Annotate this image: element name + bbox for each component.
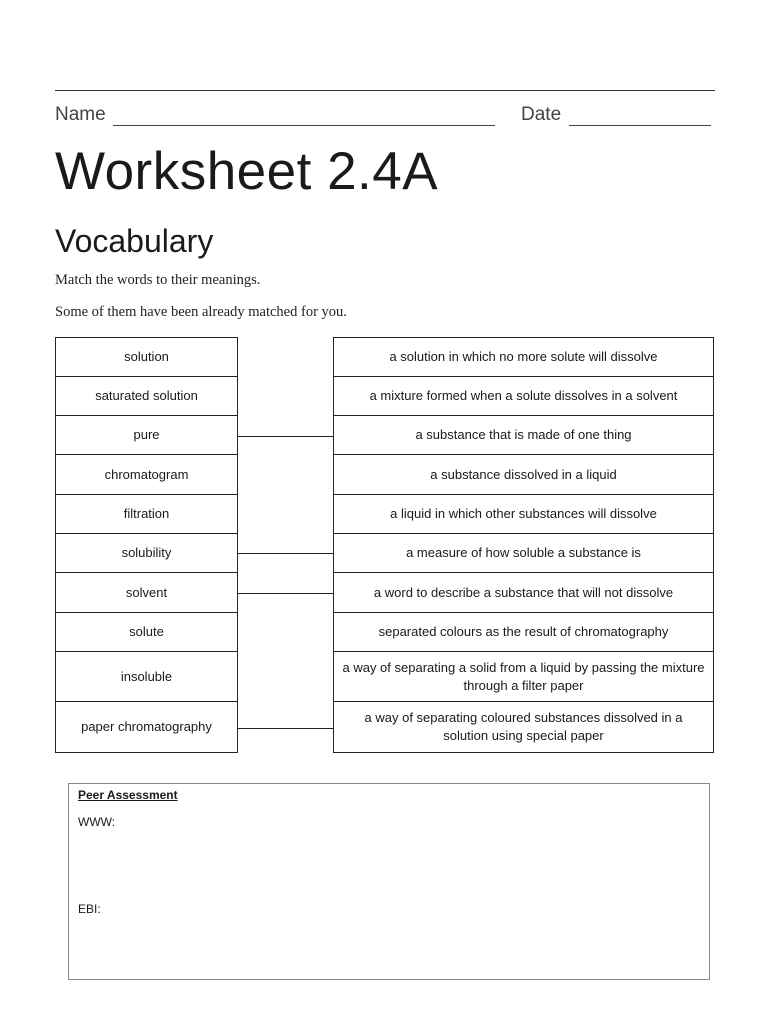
word-cell[interactable]: chromatogram: [56, 455, 238, 495]
name-field[interactable]: [113, 125, 495, 126]
top-rule: [55, 90, 715, 91]
date-label: Date: [521, 104, 562, 125]
match-line-paper-chromatography: [238, 728, 333, 729]
date-field[interactable]: [569, 125, 711, 126]
word-cell[interactable]: solvent: [56, 573, 238, 613]
peer-assessment-box: [68, 783, 710, 980]
match-line-solubility: [238, 553, 333, 554]
word-cell[interactable]: solution: [56, 338, 238, 377]
meaning-cell[interactable]: a solution in which no more solute will dissolve: [334, 338, 714, 377]
word-cell[interactable]: insoluble: [56, 652, 238, 702]
word-cell[interactable]: solute: [56, 613, 238, 652]
meanings-column: [333, 337, 714, 753]
meaning-cell[interactable]: a word to describe a substance that will not dissolve: [334, 573, 714, 613]
ebi-label: EBI:: [78, 902, 101, 916]
name-date-row: [55, 104, 715, 130]
word-cell[interactable]: solubility: [56, 534, 238, 573]
www-label: WWW:: [78, 815, 116, 829]
name-label: Name: [55, 104, 106, 125]
word-cell[interactable]: saturated solution: [56, 377, 238, 416]
meaning-cell[interactable]: a way of separating a solid from a liquid by passing the mixture through a filter paper: [334, 652, 714, 702]
peer-assessment-title: Peer Assessment: [78, 788, 178, 802]
instruction-2: Some of them have been already matched for you.: [55, 304, 347, 320]
word-cell[interactable]: filtration: [56, 495, 238, 534]
meaning-cell[interactable]: a substance that is made of one thing: [334, 416, 714, 455]
meaning-cell[interactable]: a substance dissolved in a liquid: [334, 455, 714, 495]
section-title: Vocabulary: [55, 223, 214, 259]
meaning-cell[interactable]: a measure of how soluble a substance is: [334, 534, 714, 573]
word-cell[interactable]: paper chromatography: [56, 702, 238, 753]
match-line-solvent: [238, 593, 333, 594]
meaning-cell[interactable]: a mixture formed when a solute dissolves in a solvent: [334, 377, 714, 416]
worksheet-title: Worksheet 2.4A: [55, 142, 439, 201]
meaning-cell[interactable]: a way of separating coloured substances dissolved in a solution using special paper: [334, 702, 714, 753]
meaning-cell[interactable]: separated colours as the result of chromatography: [334, 613, 714, 652]
words-column: [55, 337, 238, 753]
meaning-cell[interactable]: a liquid in which other substances will dissolve: [334, 495, 714, 534]
match-line-pure: [238, 436, 333, 437]
instruction-1: Match the words to their meanings.: [55, 272, 261, 288]
word-cell[interactable]: pure: [56, 416, 238, 455]
